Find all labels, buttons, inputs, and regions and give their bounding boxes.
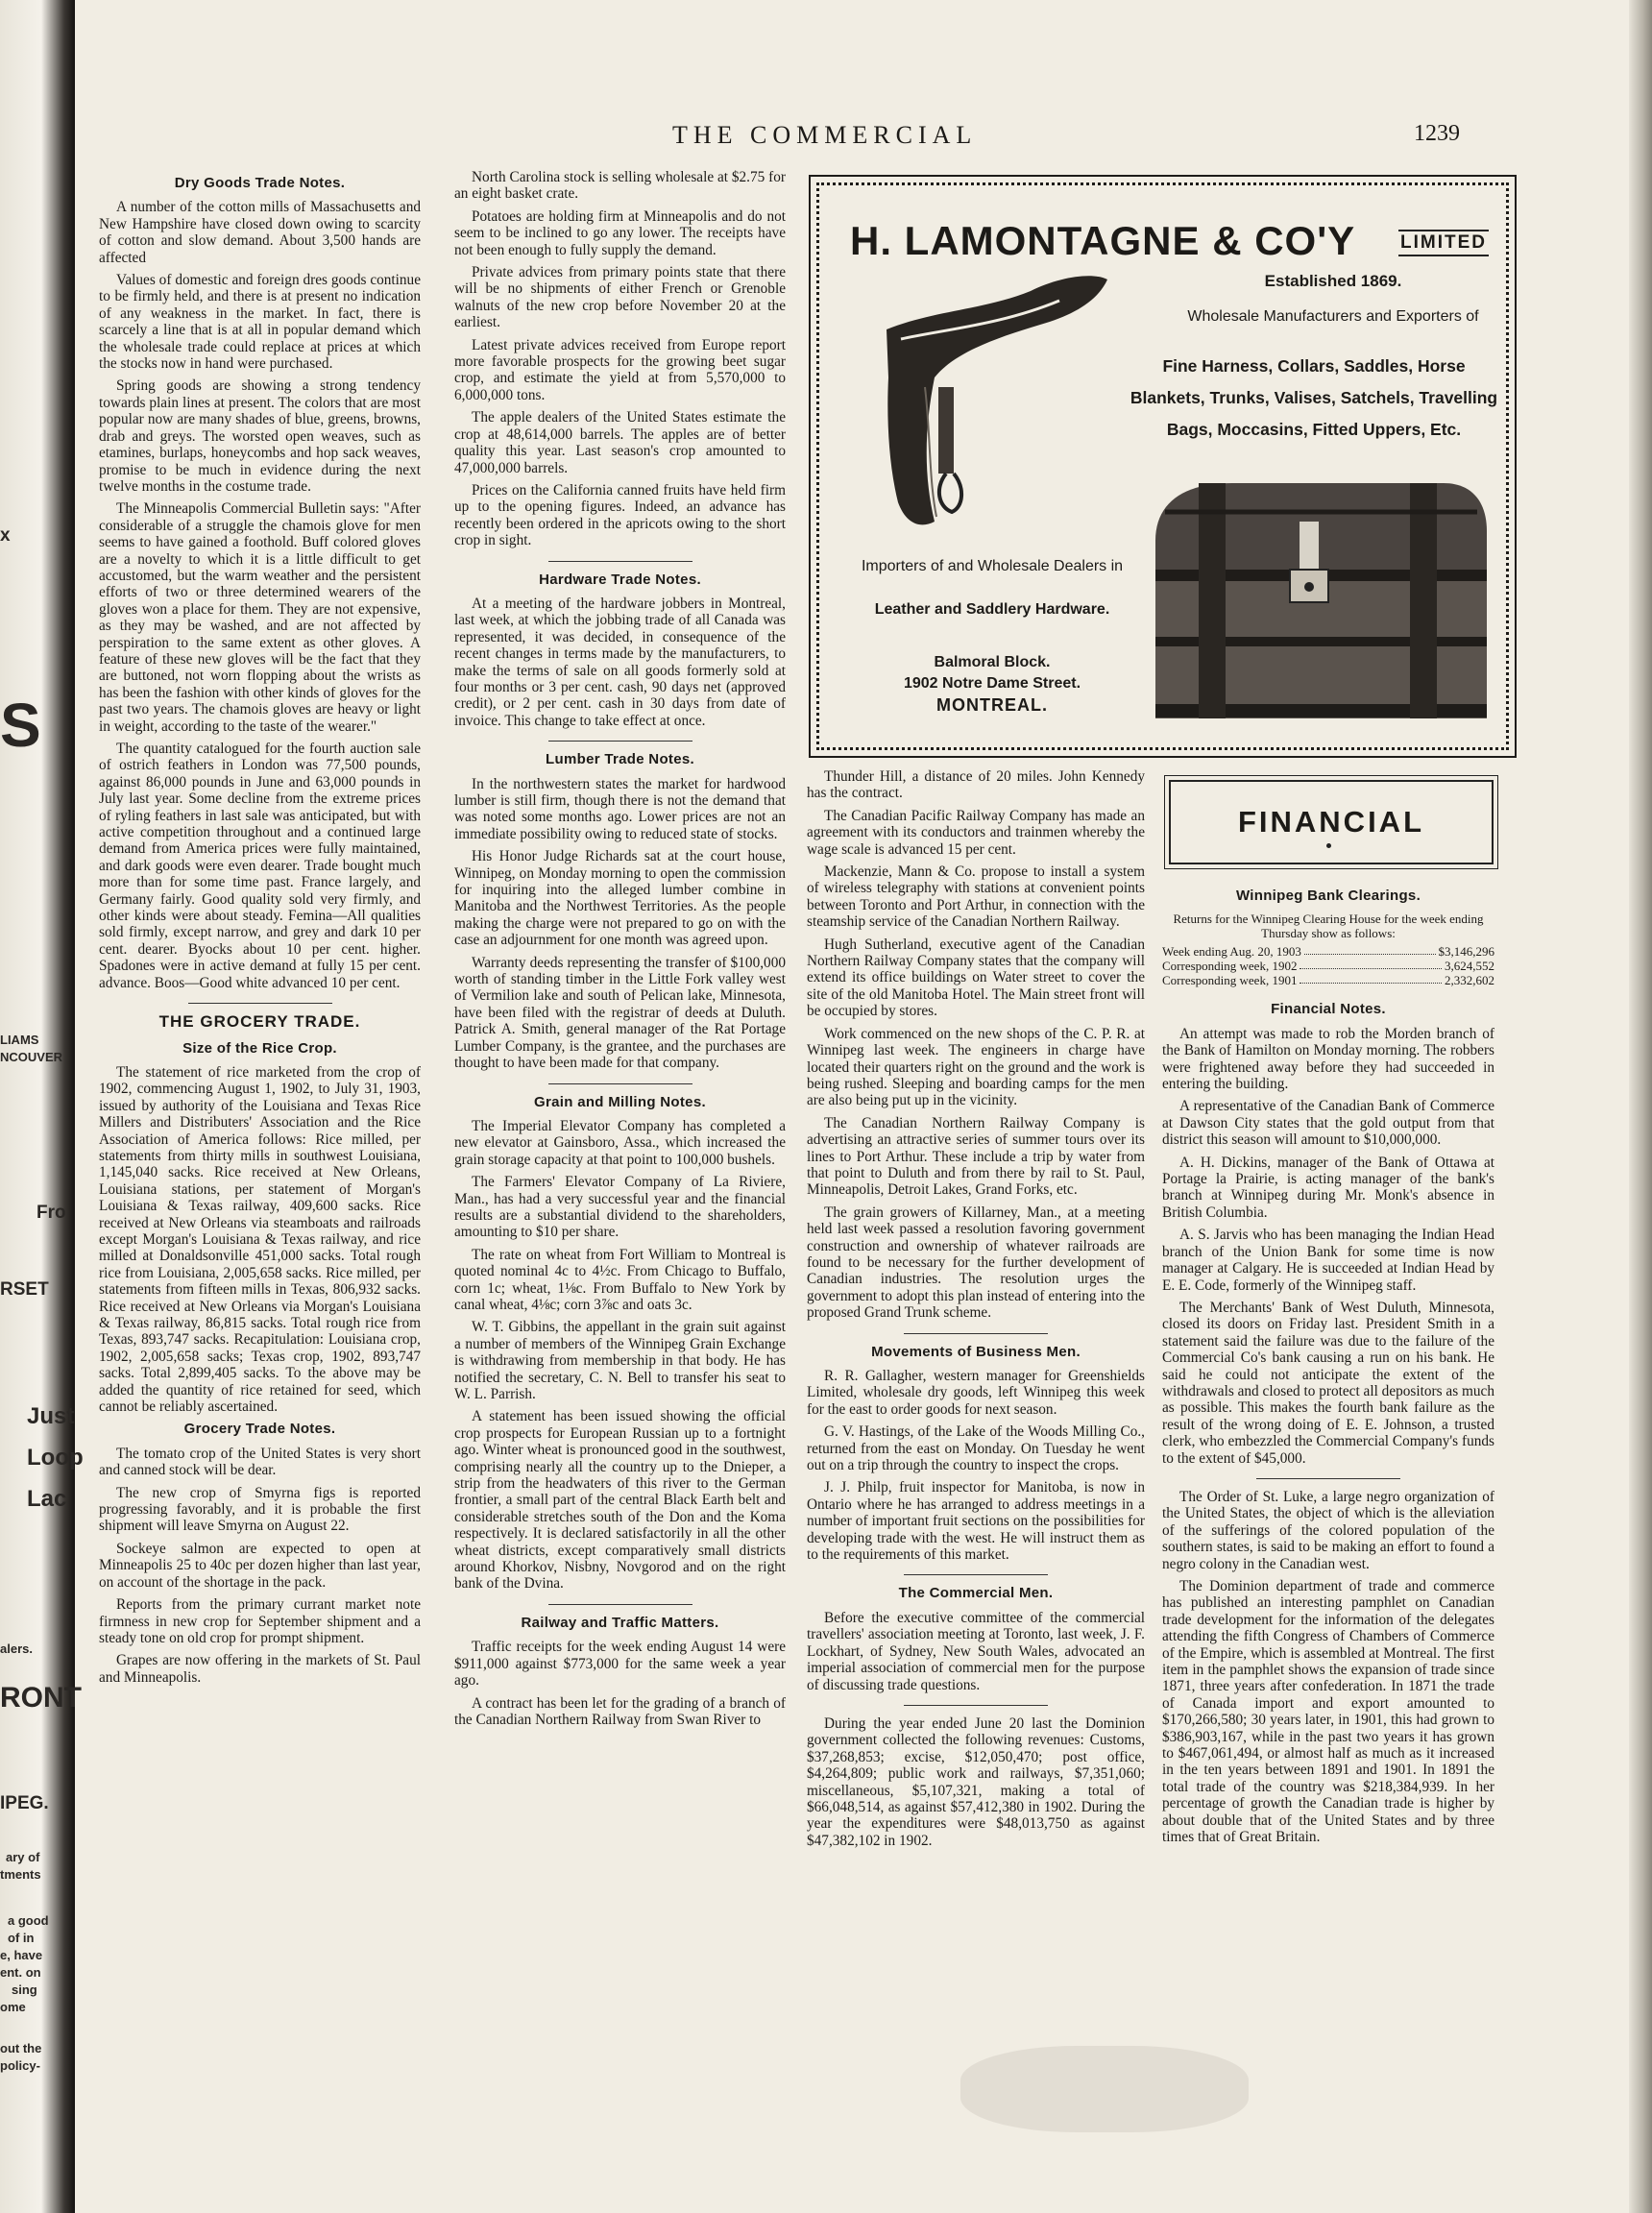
ad-goods-list: Fine Harness, Collars, Saddles, Horse Blankets, Trunks, Valises, Satchels, Travelling Bags, Moccasins, Fitted Uppers, Etc. (1130, 356, 1498, 439)
article-paragraph: The Canadian Northern Railway Company is advertising an attractive series of summer tours over its lines to Port Arthur. These include a trip by water from that point to Duluth and from there by rail to St. Paul, Minneapolis, Detroit Lakes, Grand Forks, etc. (807, 1114, 1145, 1199)
section-heading: Railway and Traffic Matters. (521, 1614, 719, 1631)
bleed-text: RONT (0, 1682, 82, 1714)
article-paragraph: A contract has been let for the grading of a branch of the Canadian Northern Railway from Swan River to (454, 1694, 786, 1728)
leader-dots (1300, 959, 1442, 969)
clearings-label: Corresponding week, 1901 (1162, 973, 1298, 988)
article-paragraph: J. J. Philp, fruit inspector for Manitoba, is now in Ontario where he has arranged to address meetings in a number of important fruit sections on the possibilities for developing trade with the west. He will instruct them as to the requirements of this market. (807, 1479, 1145, 1564)
bleed-text: IPEG. (0, 1793, 49, 1813)
article-paragraph: The new crop of Smyrna figs is reported progressing favorably, and it is probable the first shipment will leave Smyrna on August 22. (99, 1484, 421, 1535)
bleed-text: alers. (0, 1642, 33, 1656)
column-rule (904, 1333, 1048, 1334)
ad-limited-label: LIMITED (1398, 230, 1489, 256)
bleed-text: ome (0, 2000, 26, 2014)
column-rule (904, 1574, 1048, 1575)
bleed-text: e, have (0, 1948, 43, 1962)
clearings-value: $3,146,296 (1438, 944, 1494, 960)
article-paragraph: In the northwestern states the market for hardwood lumber is still firm, though there is not the demand that was noted some months ago. Lower prices are not an immediate possibility owing to reduced state of stocks. (454, 775, 786, 842)
page-number: 1239 (1414, 121, 1460, 146)
article-paragraph: The apple dealers of the United States estimate the crop at 48,614,000 barrels. The apples are of better quality this year. Last season's crop amounted to 47,000,000 barrels. (454, 409, 786, 476)
column-2 (454, 169, 786, 1734)
article-paragraph: Potatoes are holding firm at Minneapolis and do not seem to be inclined to go any lower. The receipts have not been enough to fully supply the demand. (454, 207, 786, 258)
section-heading: Grocery Trade Notes. (183, 1421, 336, 1438)
article-paragraph: Prices on the California canned fruits have held firm up to the opening figures. Indeed, an advance has recently been ordered in the apricots owing to the short crop in sight. (454, 481, 786, 549)
clearings-note: Returns for the Winnipeg Clearing House for the week ending Thursday show as follows: (1173, 912, 1484, 941)
column-1 (99, 169, 421, 1691)
financial-section-banner (1169, 780, 1494, 864)
clearings-value: 3,624,552 (1445, 959, 1494, 974)
article-paragraph: Grapes are now offering in the markets of St. Paul and Minneapolis. (99, 1652, 421, 1686)
article-paragraph: Before the executive committee of the commercial travellers' association meeting at Toronto, last week, J. F. Lockhart, of Sydney, New South Wales, advocated an imperial association of commercial men for the purpose of discussing trade questions. (807, 1609, 1145, 1693)
bleed-text: Just (27, 1403, 75, 1429)
column-rule (188, 1003, 332, 1004)
article-paragraph: Traffic receipts for the week ending August 14 were $911,000 against $773,000 for the same week a year ago. (454, 1639, 786, 1690)
running-header (115, 121, 1460, 159)
bleed-text: ent. on (0, 1965, 41, 1980)
article-paragraph: The Farmers' Elevator Company of La Riviere, Man., has had a very successful year and the financial results are a substantial dividend to the shareholders, amounting to $10 per share. (454, 1174, 786, 1241)
article-paragraph: An attempt was made to rob the Morden branch of the Bank of Hamilton on Monday morning. The robbers were frightened away before they had succeeded in entering the building. (1162, 1025, 1494, 1093)
bleed-text: out the (0, 2041, 42, 2055)
bleed-text: sing (12, 1982, 37, 1997)
section-heading: Hardware Trade Notes. (539, 571, 701, 588)
article-paragraph: The Dominion department of trade and commerce has published an interesting pamphlet on Canadian trade development for the information of the delegates attending the fifth Congress of Chambers of Commerce of the Empire, which is assembled at Montreal. The first item in the pamphlet shows the expansion of trade since 1871, three years after confederation. In 1871 the trade of Canada import and export amounted to $170,266,580; 30 years later, in 1901, this had grown to $386,903,167, while in the past two years it has grown to $467,061,494, or almost half as much as it increased in the ten years between 1891 and 1901. In 1891 the total trade of the country was $218,384,939. In her percentage of growth the Canadian trade is higher by about double that of the United States and by three times that of Great Britain. (1162, 1578, 1494, 1846)
running-title: THE COMMERCIAL (672, 121, 978, 149)
section-heading: Dry Goods Trade Notes. (174, 175, 346, 191)
article-paragraph: Thunder Hill, a distance of 20 miles. John Kennedy has the contract. (807, 768, 1145, 802)
article-paragraph: A. H. Dickins, manager of the Bank of Ottawa at Portage la Prairie, is acting manager of the bank's branch at Winnipeg during Mr. Monk's absence in British Columbia. (1162, 1154, 1494, 1221)
ad-established: Established 1869. (1264, 272, 1402, 290)
ink-smear (960, 2046, 1249, 2132)
ad-leather: Leather and Saddlery Hardware. (874, 601, 1110, 618)
section-title: THE GROCERY TRADE. (158, 1012, 361, 1032)
financial-title: FINANCIAL (1237, 805, 1425, 839)
article-paragraph: Spring goods are showing a strong tendency towards plain lines at present. The colors that are most popular now are many shades of blue, greens, browns, drab and greys. The worsted open weaves, such as etamines, burlaps, honeycombs and hop sack weaves, promise to be much in evidence during the next twelve months in the costume trade. (99, 377, 421, 495)
page-edge (1629, 0, 1652, 2213)
article-paragraph: Sockeye salmon are expected to open at Minneapolis 25 to 40c per dozen higher than last year, on account of the shortage in the pack. (99, 1540, 421, 1591)
bleed-text: x (0, 525, 11, 546)
bleed-text: Loop (27, 1445, 84, 1471)
financial-notes (1162, 1026, 1494, 1846)
ad-company-name: H. LAMONTAGNE & CO'Y (850, 218, 1356, 263)
column-rule (548, 1604, 692, 1605)
bleed-text: RSET (0, 1279, 49, 1300)
ad-street: 1902 Notre Dame Street. (903, 675, 1081, 692)
ad-manufacturers: Wholesale Manufacturers and Exporters of (1187, 308, 1479, 325)
article-paragraph: The Imperial Elevator Company has completed a new elevator at Gainsboro, Assa., which increased the grain storage capacity at that point to 100,000 bushels. (454, 1117, 786, 1168)
lamontagne-advertisement (816, 182, 1509, 750)
section-heading: Winnipeg Bank Clearings. (1235, 888, 1421, 904)
bleed-text: Fro (36, 1203, 66, 1223)
article-paragraph: Latest private advices received from Europe report more favorable prospects for the growing beet sugar crop, and estimate the yield at from 5,570,000 to 6,000,000 tons. (454, 336, 786, 403)
leader-dots (1300, 973, 1442, 984)
ad-importers: Importers of and Wholesale Dealers in (861, 558, 1124, 574)
article-paragraph: W. T. Gibbins, the appellant in the grain suit against a number of members of the Winnipeg Grain Exchange is withdrawing from membership in that body. He has notified the secretary, C. N. Bell to transfer his seat to W. L. Parrish. (454, 1319, 786, 1402)
column-4 (1162, 882, 1494, 1852)
article-paragraph: A representative of the Canadian Bank of Commerce at Dawson City states that the gold output from that district this season will amount to $10,000,000. (1162, 1098, 1494, 1149)
clearings-row (1162, 973, 1494, 987)
clearings-label: Week ending Aug. 20, 1903 (1162, 944, 1301, 960)
section-heading: Movements of Business Men. (871, 1343, 1081, 1360)
article-paragraph: G. V. Hastings, of the Lake of the Woods Milling Co., returned from the east on Monday. On Tuesday he went out on a trip through the country to inspect the crops. (807, 1423, 1145, 1474)
bleed-text: S (0, 691, 41, 760)
bleed-text: ary of (6, 1850, 40, 1864)
article-paragraph: Warranty deeds representing the transfer of $100,000 worth of standing timber in the Little Fork valley west of Vermilion lake and south of Pelican lake, Minnesota, have been filed with the registrar of deeds at Duluth. Patrick A. Smith, general manager of the Rat Portage Lumber Company, is the grantee, and the purchases are thought to have been made for that company. (454, 954, 786, 1072)
article-paragraph: Work commenced on the new shops of the C. P. R. at Winnipeg last week. The engineers in charge have located their quarters right on the ground and the work is being rushed. Sleeping and boarding camps for the men are also being put up in the vicinity. (807, 1025, 1145, 1109)
article-paragraph: The Canadian Pacific Railway Company has made an agreement with its conductors and trainmen whereby the wage scale is advanced 15 per cent. (807, 807, 1145, 858)
column-rule (548, 561, 692, 562)
column-rule (548, 741, 692, 742)
article-paragraph: Mackenzie, Mann & Co. propose to install a system of wireless telegraphy with stations at convenient points between Toronto and Port Arthur, in connection with the steamship service of the Canadian Northern Railway. (807, 863, 1145, 931)
ad-address (858, 652, 1127, 716)
column-rule (1256, 1478, 1400, 1479)
section-heading: Lumber Trade Notes. (546, 751, 694, 768)
ad-block: Balmoral Block. (934, 654, 1051, 670)
article-paragraph: During the year ended June 20 last the Dominion government collected the following revenues: Customs, $37,268,853; excise, $12,050,470; post office, $4,264,809; public work and railways, $7,351,060; miscellaneous, $5,107,321, making a total of $66,048,514, as against $57,412,380 in 1902. During the year the expenditures were $48,013,750 as against $47,382,102 in 1902. (807, 1714, 1145, 1849)
bleed-text: of in (8, 1931, 35, 1945)
trunk-icon (1146, 474, 1492, 733)
ornament-dot (1326, 843, 1331, 848)
article-paragraph: The Merchants' Bank of West Duluth, Minnesota, closed its doors on Friday last. President Smith in a statement said the failure was due to the failure of the Commercial Co's bank causing a run on his bank. He said he could not anticipate the extent of the withdrawals and closed to protect all depositors as much as possible. This makes the fourth bank failure as the result of the wrong doing of E. E. Johnson, a trusted clerk, who embezzled the Commercial Company's funds to the extent of $45,000. (1162, 1299, 1494, 1467)
article-paragraph: The rate on wheat from Fort William to Montreal is quoted nominal 4c to 4½c. From Chicago to Buffalo, corn 1c; wheat, 1⅛c. From Buffalo to New York by canal wheat, 4⅛c; corn 3⅞c and oats 3c. (454, 1246, 786, 1313)
bleed-text: LIAMS (0, 1033, 39, 1047)
clearings-label: Corresponding week, 1902 (1162, 959, 1298, 974)
bleed-text: a good (8, 1913, 49, 1928)
section-heading: Financial Notes. (1271, 1001, 1386, 1018)
leader-dots (1304, 944, 1436, 955)
section-heading: Grain and Milling Notes. (534, 1093, 706, 1110)
section-heading: The Commercial Men. (898, 1585, 1054, 1602)
article-paragraph: Reports from the primary currant market note firmness in new crop for September shipment and a steady tone on old crop for prompt shipment. (99, 1596, 421, 1646)
column-3 (807, 768, 1145, 1855)
article-paragraph: R. R. Gallagher, western manager for Greenshields Limited, wholesale dry goods, left Winnipeg this week for the east to order goods for next season. (807, 1368, 1145, 1418)
article-paragraph: His Honor Judge Richards sat at the court house, Winnipeg, on Monday morning to open the commission for inquiring into the alleged lumber combine in Manitoba and the Northwest Territories. As the people making the charge were not prepared to go on with the case an adjournment for one month was agreed upon. (454, 848, 786, 949)
article-paragraph: The tomato crop of the United States is very short and canned stock will be dear. (99, 1445, 421, 1479)
clearings-row (1162, 944, 1494, 959)
article-paragraph: The Minneapolis Commercial Bulletin says: "After considerable of a struggle the chamois glove for men seems to have gained a foothold. Buff colored gloves are a novelty to which it is a little difficult to get accustomed, but the warm weather and the persistent efforts of two or three determined wearers of the gloves won a place for them. They are not expensive, as they may be washed, and are not affected by perspiration to the same extent as other gloves. A feature of these new gloves will be the fact that they are buttoned, not worn flopping about the wrists as has been the fashion with other kinds of gloves for the past two years. The chamois gloves are heavy or light in weight, according to the taste of the wearer." (99, 500, 421, 735)
article-paragraph: The quantity catalogued for the fourth auction sale of ostrich feathers in London was 77,500 pounds, against 86,000 pounds in June and 63,000 pounds in July last year. Some decline from the extreme prices of ryling feathers in last sale was anticipated, but with active competition throughout and a continued large demand from America prices were fully maintained, and dark goods were even dearer. Trade bought much more than for some time past. France largely, and Germany fairly. Good quality sold very firmly, and other kinds were about steady. Femina—All qualities sold firmly, except narrow, and grey and dark 10 per cent. dearer. Byocks about 10 per cent. higher. Spadones were in active demand at fully 15 per cent. advance. Boos—Good white advanced 10 per cent. (99, 741, 421, 991)
article-paragraph: The Order of St. Luke, a large negro organization of the United States, the object of which is the alleviation of the sufferings of the colored population of the southern states, is said to be making an effort to found a negro colony in the Canadian west. (1162, 1488, 1494, 1572)
clearings-row (1162, 959, 1494, 973)
bleed-text: policy- (0, 2058, 40, 2073)
clearings-value: 2,332,602 (1445, 973, 1494, 988)
saddle-icon (867, 272, 1117, 550)
column-rule (548, 1083, 692, 1084)
bleed-text: tments (0, 1867, 41, 1882)
bleed-text: Lac (27, 1486, 67, 1512)
bleed-text: NCOUVER (0, 1050, 63, 1064)
article-paragraph: At a meeting of the hardware jobbers in Montreal, last week, at which the jobbing trade of all Canada was represented, it was decided, in consequence of the recent changes in terms made by the manufacturers, to make the terms of sale on all goods formerly sold at four months or 3 per cent. cash, 90 days net (approved credit), or 2 per cent. cash in 30 days from date of invoice. This change to take effect at once. (454, 595, 786, 729)
article-paragraph: A. S. Jarvis who has been managing the Indian Head branch of the Union Bank for some time is now manager at Calgary. He is succeeded at Indian Head by E. E. Code, formerly of the Winnipeg staff. (1162, 1227, 1494, 1294)
article-paragraph: North Carolina stock is selling wholesale at $2.75 for an eight basket crate. (454, 169, 786, 203)
article-paragraph: Hugh Sutherland, executive agent of the Canadian Northern Railway Company states that the company will extend its office buildings on Water street to cover the site of the old Manitoba Hotel. The Main street front will be occupied by stores. (807, 936, 1145, 1020)
column-rule (904, 1705, 1048, 1706)
article-paragraph: The statement of rice marketed from the crop of 1902, commencing August 1, 1902, to July 31, 1903, issued by authority of the Louisiana and Texas Rice Millers and Distributers' Association and the Rice Association of America follows: Rice milled, per statements from thirty mills in southwest Louisiana, 1,145,040 sacks. Rice received at New Orleans, Louisiana stations, per statement of Morgan's Louisiana & Texas railway, 409,600 sacks. Rice received at New Orleans via steamboats and railroads except Morgan's Louisiana & Texas railway, and rice milled at Donaldsonville 451,000 sacks. Total rough rice from Louisiana, 2,005,658 sacks. Rice milled, per statements from fifteen mills in Texas, 806,932 sacks. Rice received at New Orleans via Morgan's Louisiana & Texas railway, 86,815 sacks. Total rough rice from Texas, 893,747 sacks. Recapitulation: Louisiana crop, 1902, 2,005,658 sacks; Texas crop, 1902, 893,747 sacks. Total 2,899,405 sacks. To the above may be added the quantity of rice retained for seed, which cannot be reliably ascertained. (99, 1063, 421, 1416)
article-paragraph: Values of domestic and foreign dres goods continue to be firmly held, and there is at present no indication of any weakness in the market. In fact, there is scarcely a line that is at all in popular demand which the wholesale trade could replace at prices at which the stocks now in hand were purchased. (99, 272, 421, 373)
section-heading: Size of the Rice Crop. (182, 1039, 337, 1057)
article-paragraph: Private advices from primary points state that there will be no shipments of either French or Grenoble walnuts of the new crop before November 20 at the earliest. (454, 264, 786, 331)
article-paragraph: The grain growers of Killarney, Man., at a meeting held last week passed a resolution favoring government construction and ownership of whatever railroads are found to be necessary for the further development of Canadian industries. The resolution urges the government to adopt this plan instead of entering into the proposed Grand Trunk scheme. (807, 1204, 1145, 1322)
clearings-table (1162, 944, 1494, 987)
article-paragraph: A number of the cotton mills of Massachusetts and New Hampshire have closed down owing to scarcity of cotton and slow demand. About 3,500 hands are affected (99, 199, 421, 266)
ad-city: MONTREAL. (936, 695, 1048, 715)
article-paragraph: A statement has been issued showing the official crop prospects for European Russian up to a fortnight ago. Winter wheat is pronounced good in the southwest, comprising nearly all the country up to the Dnieper, a strip from the headwaters of this river to the German frontier, a small part of the central Black Earth belt and considerable stretches south of the Don and the Koma respectively. It is declared satisfactorily in all the other wheat districts, except comparatively small districts around Khorkov, Nisbny, Novgorod and on the right bank of the Dvina. (454, 1408, 786, 1593)
